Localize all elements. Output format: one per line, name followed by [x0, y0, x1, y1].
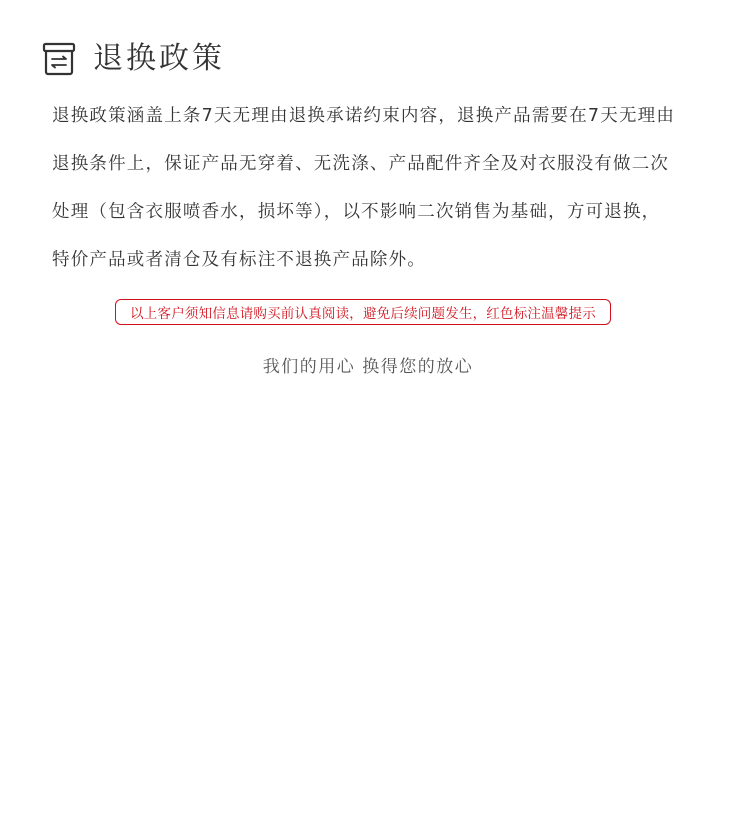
- red-notice-box: [115, 299, 611, 325]
- slogan: 我们的用心 换得您的放心: [262, 357, 474, 377]
- policy-line: 特价产品或者清仓及有标注不退换产品除外。: [52, 250, 426, 270]
- section-title: 退换政策: [93, 41, 225, 76]
- policy-line: 退换条件上，保证产品无穿着、无洗涤、产品配件齐全及对衣服没有做二次: [52, 154, 670, 174]
- policy-paragraph: [52, 92, 692, 284]
- box-exchange-icon: [42, 41, 76, 77]
- policy-line: 处理（包含衣服喷香水，损坏等），以不影响二次销售为基础，方可退换，: [52, 202, 661, 222]
- policy-line: 退换政策涵盖上条7天无理由退换承诺约束内容，退换产品需要在7天无理由: [52, 106, 676, 126]
- red-notice-text: 以上客户须知信息请购买前认真阅读，避免后续问题发生，红色标注温馨提示: [130, 306, 596, 322]
- section-header: [42, 38, 225, 80]
